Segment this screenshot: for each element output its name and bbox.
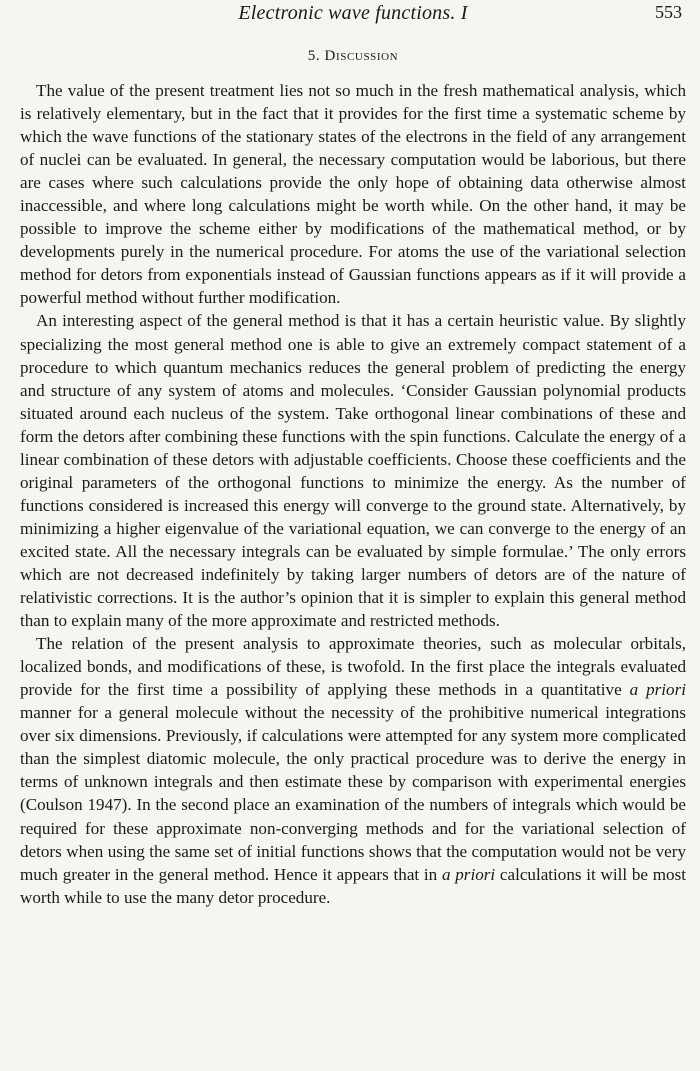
- paragraph-3: [20, 632, 686, 909]
- paragraph-3-part-2: manner for a general molecule without the necessity of the prohibitive numerical integrations over six dimensions. Previously, if calculations were attempted for any system more complicated than the simplest diatomic molecule, the only practical procedure was to derive the energy in terms of unknown integrals and then estimate these by comparison with experimental energies (Coulson 1947). In the second place an examination of the numbers of integrals which would be required for these approximate non-converging methods and for the variational selection of detors when using the same set of initial functions shows that the computation would not be very much greater in the general method. Hence it appears that in: [20, 703, 686, 884]
- paragraph-1: The value of the present treatment lies not so much in the fresh mathematical analysis, which is relatively elementary, but in the fact that it provides for the first time a systematic scheme by which the wave functions of the stationary states of the electrons in the field of any arrangement of nuclei can be evaluated. In general, the necessary computation would be laborious, but there are cases where such calculations provide the only hope of obtaining data otherwise almost inaccessible, and where long calculations might be worth while. On the other hand, it may be possible to improve the scheme either by modifications of the mathematical method, or by developments purely in the numerical procedure. For atoms the use of the variational selection method for detors from exponentials instead of Gaussian functions appears as if it will provide a powerful method without further modification.: [20, 81, 686, 308]
- paragraph-3-part-3: calculations it will be most worth while to use the many detor procedure.: [20, 864, 687, 907]
- a-priori-italic-2: a priori: [441, 864, 496, 884]
- section-heading: 5. Discussion: [307, 48, 399, 64]
- running-head: [20, 0, 686, 30]
- paragraph-3-part-1: The relation of the present analysis to approximate theories, such as molecular orbitals, localized bonds, and modifications of these, is twofold. In the first place the integrals evaluated provide for the first time a possibility of applying these methods in a quantitative: [20, 634, 686, 700]
- a-priori-italic-1: a priori: [629, 680, 686, 700]
- paragraph-2: An interesting aspect of the general method is that it has a certain heuristic value. By slightly specializing the most general method one is able to give an extremely compact statement of a procedure to which quantum mechanics reduces the general problem of predicting the energy and structure of any system of atoms and molecules. ‘Consider Gaussian polynomial products situated around each nucleus of the system. Take orthogonal linear combinations of these and form the detors after combining these functions with the spin functions. Calculate the energy of a linear combination of these detors with adjustable coefficients. Choose these coefficients and the original parameters of the orthogonal functions to minimize the energy. As the number of functions considered is increased this energy will converge to the ground state. Alternatively, by minimizing a higher eigenvalue of the variational equation, we can converge to the energy of an excited state. All the necessary integrals can be evaluated by simple formulae.’ The only errors which are not decreased indefinitely by taking larger numbers of detors are of the nature of relativistic corrections. It is the author’s opinion that it is simpler to explain this general method than to explain many of the more approximate and restricted methods.: [20, 311, 686, 631]
- page-number: 553: [655, 2, 682, 22]
- running-title: Electronic wave functions. I: [238, 2, 468, 24]
